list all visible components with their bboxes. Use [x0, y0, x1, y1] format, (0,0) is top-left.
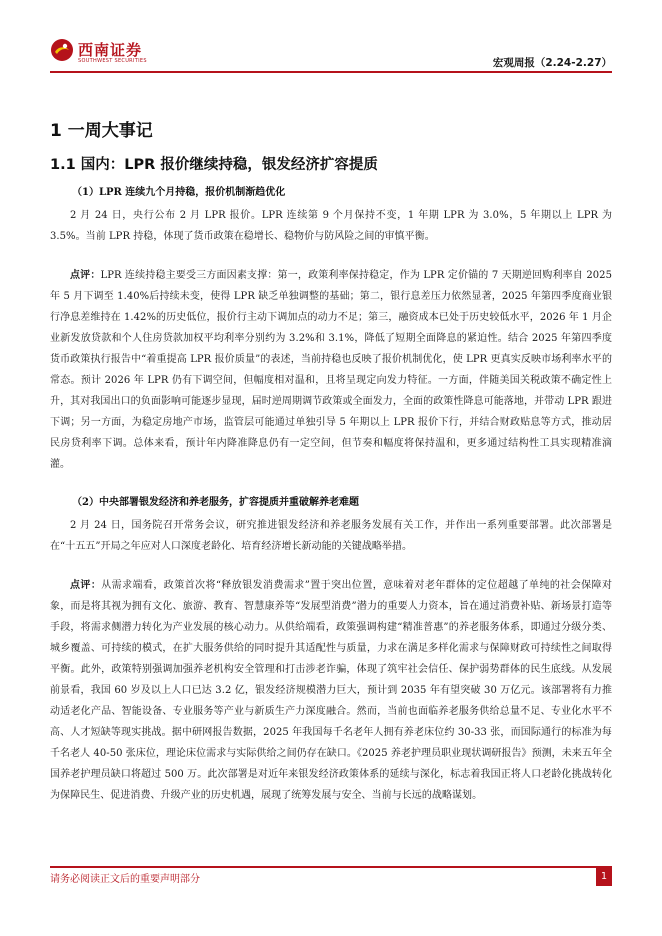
logo-text: 西南证券: [78, 41, 143, 59]
page-header: [0, 0, 662, 72]
header-divider: [50, 71, 612, 73]
comment-text: LPR 连续持稳主要受三方面因素支撑：第一，政策利率保持稳定，作为 LPR 定价锚的 7 天期逆回购利率自 2025 年 5 月下调至 1.40%后持续未变，使得 LPR 缺乏单独调整的基础；第二，银行息差压力依然显著，2025 年第四季度商业银行净息差维持在 1.42%的历史低位，报价行主动下调加点的动力不足；第三，融资成本已处于历史较低水平，2026 年 1 月企业新发放贷款和个人住房贷款加权平均利率分别约为 3.2%和 3.1%，降低了短期全面降息的紧迫性。结合 2025 年第四季度货币政策执行报告中“着重提高 LPR 报价质量”的表述，当前持稳也反映了报价机制优化，使 LPR 更真实反映市场利率水平的常态。预计 2026 年 LPR 仍有下调空间，但幅度相对温和，且将呈现定向发力特征。一方面，伴随美国关税政策不确定性上升，其对我国出口的负面影响可能逐步显现，届时逆周期调节政策或全面发力，全面的政策性降息可能落地，并带动 LPR 跟进下调；另一方面，为稳定房地产市场，监管层可能通过单独引导 5 年期以上 LPR 报价下行，并结合财政贴息等方式，推动居民房贷利率下调。总体来看，预计年内降准降息仍有一定空间，但节奏和幅度将保持温和，更多通过结构性工具实现精准滴灌。: [50, 270, 612, 470]
footer-divider: [50, 866, 612, 868]
paragraph-silver-news: 2 月 24 日，国务院召开常务会议，研究推进银发经济和养老服务发展有关工作，并作出一系列重要部署。此次部署是在“十五五”开局之年应对人口深度老龄化、培育经济增长新动能的关键战略举措。: [50, 520, 612, 552]
company-logo: [50, 38, 170, 68]
disclaimer-note: 请务必阅读正文后的重要声明部分: [50, 874, 200, 885]
subsection-title: 1.1 国内：LPR 报价继续持稳，银发经济扩容提质: [50, 157, 378, 173]
report-type-label: 宏观周报（2.24-2.27）: [492, 57, 612, 69]
paragraph-silver-comment: [50, 575, 612, 806]
paragraph-lpr-comment: [50, 265, 612, 475]
logo-subtext: SOUTHWEST SECURITIES: [78, 58, 147, 64]
page-number: 1: [596, 868, 612, 886]
comment-text: 从需求端看，政策首次将“释放银发消费需求”置于突出位置，意味着对老年群体的定位超越了单纯的社会保障对象，而是将其视为拥有文化、旅游、教育、智慧康养等“发展型消费”潜力的重要人力资本，旨在通过消费补贴、新场景打造等手段，将需求侧潜力转化为产业发展的核心动力。从供给端看，政策强调构建“精准普惠”的养老服务体系，即通过分级分类、城乡覆盖、可持续的模式，在扩大服务供给的同时提升其适配性与质量，力求在满足多样化需求与保障财政可持续性之间取得平衡。此外，政策特别强调加强养老机构安全管理和打击涉老诈骗，体现了筑牢社会信任、保护弱势群体的民生底线。从发展前景看，我国 60 岁及以上人口已达 3.2 亿，银发经济规模潜力巨大，预计到 2035 年有望突破 30 万亿元。该部署将有力推动适老化产品、智能设备、专业服务等产业与新质生产力深度融合。然而，当前也面临养老服务供给总量不足、专业化水平不高、人才短缺等现实挑战。据中研网报告数据，2025 年我国每千名老年人拥有养老床位约 30-33 张，而国际通行的标准为每千名老人 40-50 张床位，理论床位需求与实际供给之间仍存在缺口。《2025 养老护理员职业现状调研报告》预测，未来五年全国养老护理员缺口将超过 500 万。此次部署是对近年来银发经济政策体系的延续与深化，标志着我国正将人口老龄化挑战转化为保障民生、促进消费、升级产业的历史机遇，展现了统筹发展与安全、当前与长远的战略谋划。: [50, 580, 612, 801]
comment-label: 点评：: [70, 270, 101, 281]
section-title: 1 一周大事记: [50, 121, 153, 141]
comment-label: 点评：: [70, 580, 102, 591]
logo-mark-icon: [50, 38, 74, 62]
paragraph-lpr-news: 2 月 24 日，央行公布 2 月 LPR 报价。LPR 连续第 9 个月保持不变，1 年期 LPR 为 3.0%，5 年期以上 LPR 为 3.5%。当前 LPR 持稳，体现了货币政策在稳增长、稳物价与防风险之间的审慎平衡。: [50, 210, 612, 242]
topic-heading-lpr: （1）LPR 连续九个月持稳，报价机制渐趋优化: [72, 187, 286, 198]
topic-heading-silver-economy: （2）中央部署银发经济和养老服务，扩容提质并重破解养老难题: [72, 497, 359, 508]
